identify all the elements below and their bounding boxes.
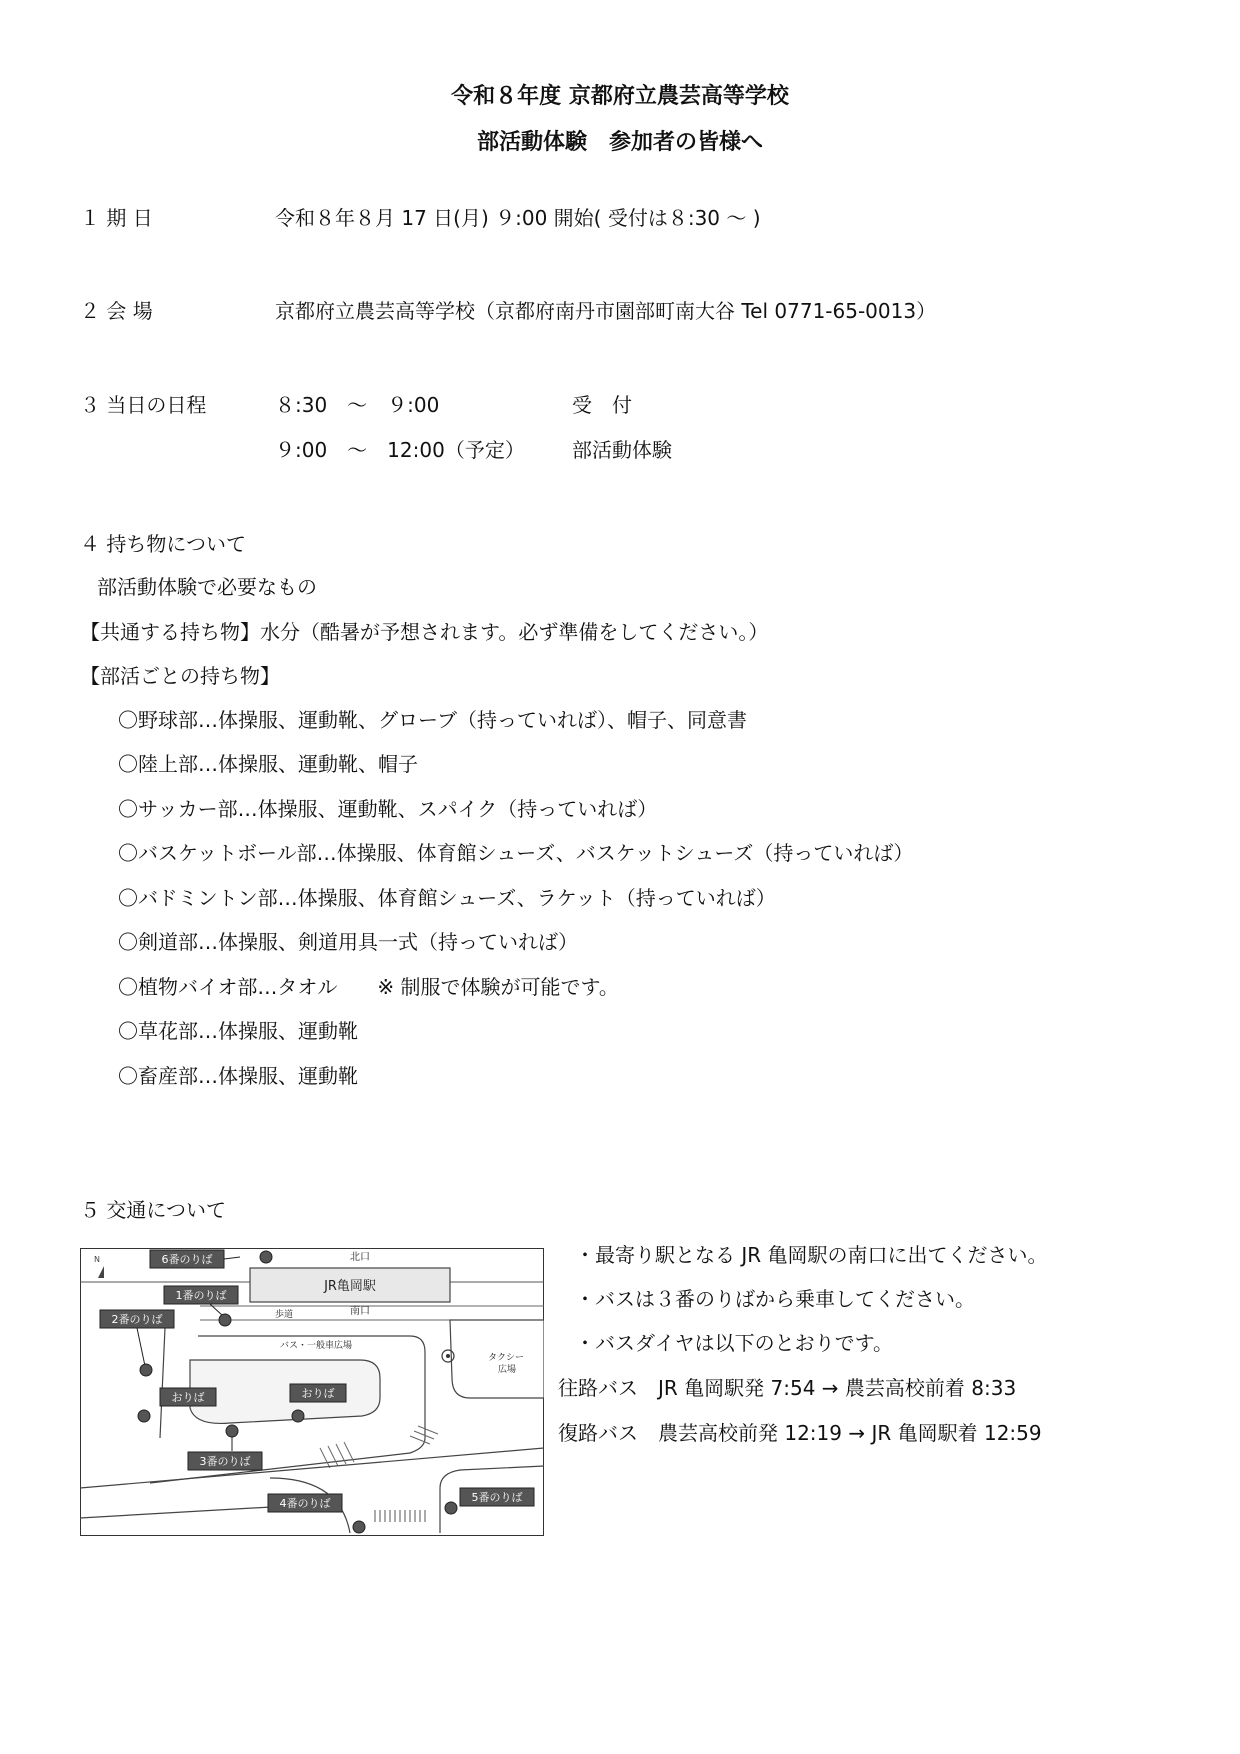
station-map	[80, 1248, 544, 1536]
station-name: JR亀岡駅	[324, 1279, 376, 1294]
club-item: 〇剣道部…体操服、剣道用具一式（持っていれば）	[118, 930, 578, 954]
svg-text:3番のりば: 3番のりば	[199, 1455, 251, 1468]
club-item: 〇サッカー部…体操服、運動靴、スパイク（持っていれば）	[118, 797, 658, 821]
page-title: 令和８年度 京都府立農芸高等学校	[451, 84, 789, 109]
svg-text:広場: 広場	[498, 1365, 517, 1375]
club-item: 〇バスケットボール部…体操服、体育館シューズ、バスケットシューズ（持っていれば）	[118, 841, 914, 865]
walkway-label: 歩道	[275, 1310, 294, 1320]
access-note: ・バスは３番のりばから乗車してください。	[575, 1287, 975, 1311]
items-intro: 部活動体験で必要なもの	[97, 575, 317, 599]
svg-text:おりば: おりば	[301, 1387, 335, 1400]
section-items-label: ４ 持ち物について	[80, 532, 246, 556]
page-subtitle: 部活動体験 参加者の皆様へ	[476, 130, 763, 155]
bus-plaza-label: バス・一般車広場	[280, 1341, 353, 1351]
svg-text:4番のりば: 4番のりば	[279, 1497, 331, 1510]
bus-outbound: 往路バス JR 亀岡駅発 7:54 → 農芸高校前着 8:33	[558, 1376, 1017, 1400]
north-exit-label: 北口	[350, 1252, 370, 1263]
section-schedule-label: ３ 当日の日程	[80, 393, 207, 417]
schedule-event-1: 受 付	[572, 393, 632, 417]
section-date-value: 令和８年８月 17 日(月) ９:00 開始( 受付は８:30 ～ )	[275, 206, 761, 230]
club-item: 〇植物バイオ部…タオル ※ 制服で体験が可能です。	[118, 975, 619, 999]
section-access-label: ５ 交通について	[80, 1198, 226, 1222]
section-venue-label: ２ 会 場	[80, 299, 153, 323]
items-clubs-heading: 【部活ごとの持ち物】	[80, 664, 280, 688]
schedule-time-1: ８:30 ～ ９:00	[275, 393, 440, 417]
schedule-event-2: 部活動体験	[572, 438, 672, 462]
schedule-time-2: ９:00 ～ 12:00（予定）	[275, 438, 525, 462]
club-item: 〇陸上部…体操服、運動靴、帽子	[118, 752, 418, 776]
section-date-label: １ 期 日	[80, 206, 153, 230]
svg-text:N: N	[94, 1255, 100, 1264]
south-exit-label: 南口	[350, 1306, 370, 1317]
svg-text:おりば: おりば	[171, 1391, 205, 1404]
svg-text:6番のりば: 6番のりば	[161, 1253, 213, 1266]
access-note: ・最寄り駅となる JR 亀岡駅の南口に出てください。	[575, 1243, 1048, 1267]
club-item: 〇野球部…体操服、運動靴、グローブ（持っていれば）、帽子、同意書	[118, 708, 747, 732]
svg-text:5番のりば: 5番のりば	[471, 1491, 523, 1504]
svg-text:2番のりば: 2番のりば	[111, 1313, 163, 1326]
taxi-plaza-label: タクシー	[488, 1353, 525, 1363]
section-venue-value: 京都府立農芸高等学校（京都府南丹市園部町南大谷 Tel 0771-65-0013）	[275, 299, 937, 323]
club-item: 〇草花部…体操服、運動靴	[118, 1019, 358, 1043]
bus-return: 復路バス 農芸高校前発 12:19 → JR 亀岡駅着 12:59	[558, 1421, 1042, 1445]
central-island	[190, 1360, 380, 1423]
svg-text:1番のりば: 1番のりば	[175, 1289, 227, 1302]
club-item: 〇畜産部…体操服、運動靴	[118, 1064, 358, 1088]
access-note: ・バスダイヤは以下のとおりです。	[575, 1331, 893, 1355]
items-common: 【共通する持ち物】水分（酷暑が予想されます。必ず準備をしてください。）	[80, 620, 769, 644]
club-item: 〇バドミントン部…体操服、体育館シューズ、ラケット（持っていれば）	[118, 886, 776, 910]
